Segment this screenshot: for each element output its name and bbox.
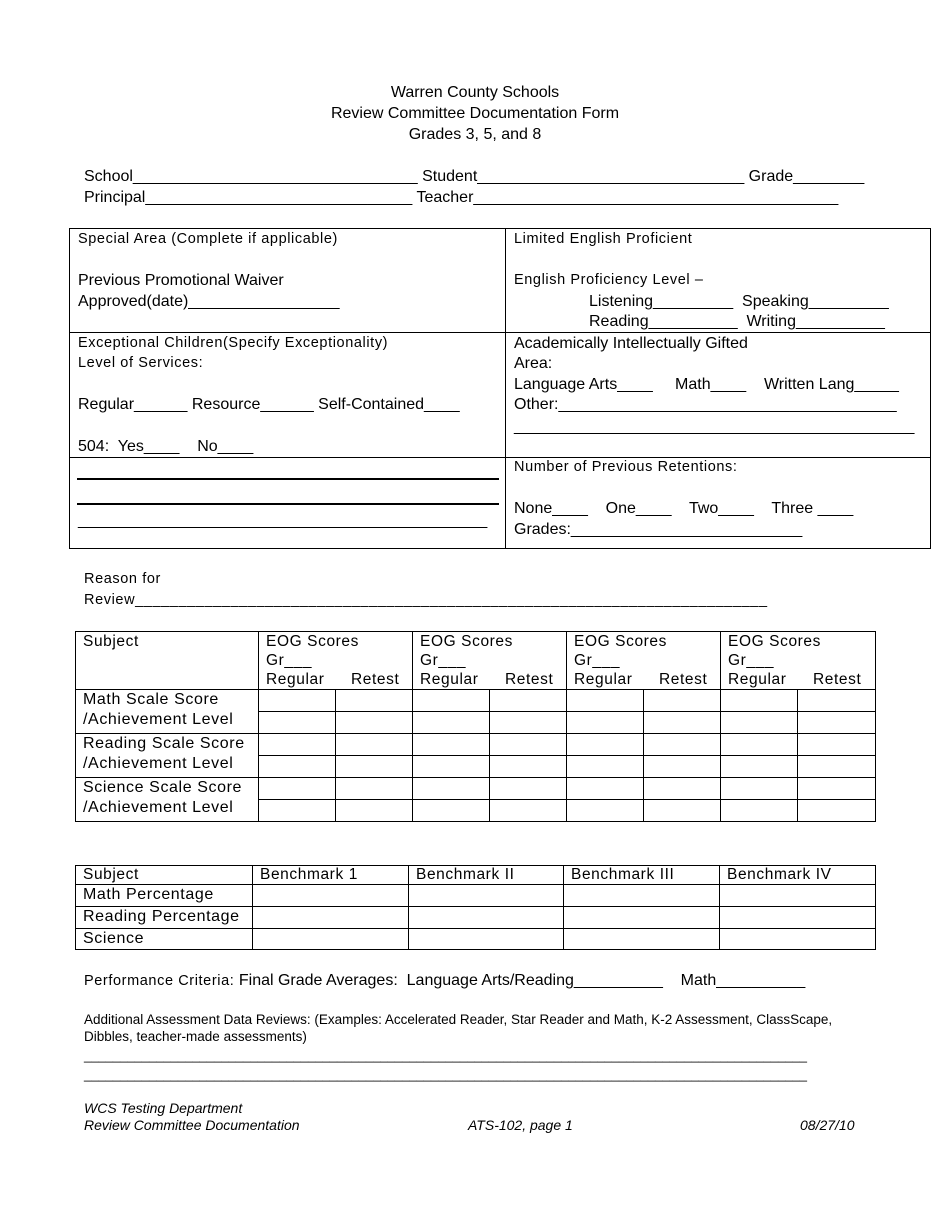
score-cell[interactable] xyxy=(490,800,567,822)
eog-col-title: EOG Scores xyxy=(574,633,667,650)
table-row xyxy=(76,690,876,712)
principal-teacher-line[interactable]: Principal______________________________ Teacher_________________________________________ xyxy=(84,189,839,206)
blank-line-1[interactable] xyxy=(77,478,499,480)
eog-col-grade-field[interactable]: Gr___ xyxy=(574,652,621,669)
english-proficiency-level-label: English Proficiency Level – xyxy=(514,272,704,288)
score-cell[interactable] xyxy=(259,800,336,822)
exceptional-children-title: Exceptional Children(Specify Exceptionality) xyxy=(78,335,389,351)
row-label: /Achievement Level xyxy=(83,755,234,772)
score-cell[interactable] xyxy=(336,756,413,778)
retentions-options-fields[interactable]: None____ One____ Two____ Three ____ xyxy=(514,500,854,517)
aig-title: Academically Intellectually Gifted xyxy=(514,335,748,352)
score-cell[interactable] xyxy=(490,712,567,734)
footer-department: WCS Testing Department xyxy=(84,1100,243,1116)
benchmark-2-header: Benchmark II xyxy=(409,866,564,885)
benchmark-cell[interactable] xyxy=(253,885,409,907)
benchmark-cell[interactable] xyxy=(720,929,876,950)
benchmark-cell[interactable] xyxy=(253,929,409,950)
eog-subheaders xyxy=(266,670,412,689)
reading-percentage-label: Reading Percentage xyxy=(76,907,253,929)
row-label: /Achievement Level xyxy=(83,711,234,728)
benchmark-table xyxy=(75,865,876,950)
reading-subject-cell xyxy=(76,734,259,778)
score-cell[interactable] xyxy=(413,712,490,734)
aig-area-label: Area: xyxy=(514,355,553,372)
score-cell[interactable] xyxy=(721,778,798,800)
score-cell[interactable] xyxy=(259,712,336,734)
eog-col-header xyxy=(413,632,567,690)
score-cell[interactable] xyxy=(336,778,413,800)
table-row xyxy=(76,929,876,950)
score-cell[interactable] xyxy=(413,778,490,800)
score-cell[interactable] xyxy=(567,690,644,712)
listening-speaking-fields[interactable]: Listening_________ Speaking_________ xyxy=(589,293,889,310)
score-cell[interactable] xyxy=(336,734,413,756)
retention-grades-field[interactable]: Grades:__________________________ xyxy=(514,521,803,538)
benchmark-cell[interactable] xyxy=(720,907,876,929)
score-cell[interactable] xyxy=(259,756,336,778)
aig-other-field-line2[interactable]: _____________________________________________ xyxy=(514,418,915,435)
score-cell[interactable] xyxy=(798,712,876,734)
benchmark-cell[interactable] xyxy=(720,885,876,907)
benchmark-4-header: Benchmark IV xyxy=(720,866,876,885)
score-cell[interactable] xyxy=(567,734,644,756)
benchmark-subject-header: Subject xyxy=(76,866,253,885)
benchmark-1-header: Benchmark 1 xyxy=(253,866,409,885)
regular-label: Regular xyxy=(266,671,325,688)
score-cell[interactable] xyxy=(567,800,644,822)
row-label: Reading Scale Score xyxy=(83,735,245,752)
retest-label: Retest xyxy=(505,671,554,688)
table-row xyxy=(76,734,876,756)
science-subject-cell xyxy=(76,778,259,822)
blank-line-3[interactable]: ______________________________________________ xyxy=(78,512,488,529)
section-504-fields[interactable]: 504: Yes____ No____ xyxy=(78,438,254,455)
score-cell[interactable] xyxy=(798,778,876,800)
score-cell[interactable] xyxy=(567,712,644,734)
score-cell[interactable] xyxy=(490,734,567,756)
eog-col-grade-field[interactable]: Gr___ xyxy=(728,652,775,669)
score-cell[interactable] xyxy=(721,800,798,822)
footer-date: 08/27/10 xyxy=(800,1117,855,1133)
table-row xyxy=(76,907,876,929)
benchmark-cell[interactable] xyxy=(409,885,564,907)
eog-header-row xyxy=(76,632,876,690)
footer-page-number: ATS-102, page 1 xyxy=(468,1117,573,1133)
table-row xyxy=(76,885,876,907)
grades-subtitle: Grades 3, 5, and 8 xyxy=(408,126,542,143)
eog-subheaders xyxy=(420,670,566,689)
score-cell[interactable] xyxy=(721,712,798,734)
math-percentage-label: Math Percentage xyxy=(76,885,253,907)
benchmark-cell[interactable] xyxy=(564,885,720,907)
footer-document-name: Review Committee Documentation xyxy=(84,1117,300,1133)
benchmark-cell[interactable] xyxy=(564,929,720,950)
score-cell[interactable] xyxy=(644,690,721,712)
eog-scores-table xyxy=(75,631,876,822)
score-cell[interactable] xyxy=(721,756,798,778)
blank-line-2[interactable] xyxy=(77,503,499,505)
score-cell[interactable] xyxy=(567,778,644,800)
additional-assessment-text: Additional Assessment Data Reviews: (Examples: Accelerated Reader, Star Reader and Math, K-2 Assessment, ClassScape, xyxy=(84,1012,833,1027)
special-area-title: Special Area (Complete if applicable) xyxy=(78,231,338,247)
additional-assessment-text-2: Dibbles, teacher-made assessments) xyxy=(84,1029,307,1044)
services-options-fields[interactable]: Regular______ Resource______ Self-Contained____ xyxy=(78,396,460,413)
promotional-waiver-label: Previous Promotional Waiver xyxy=(78,272,284,289)
score-cell[interactable] xyxy=(721,690,798,712)
benchmark-cell[interactable] xyxy=(253,907,409,929)
reason-label: Reason for xyxy=(84,571,161,587)
score-cell[interactable] xyxy=(413,756,490,778)
eog-col-title: EOG Scores xyxy=(728,633,821,650)
eog-col-header xyxy=(567,632,721,690)
form-title: Review Committee Documentation Form xyxy=(330,105,620,122)
regular-label: Regular xyxy=(420,671,479,688)
science-label: Science xyxy=(76,929,253,950)
performance-criteria-line xyxy=(84,970,805,992)
benchmark-cell[interactable] xyxy=(409,907,564,929)
score-cell[interactable] xyxy=(798,756,876,778)
retest-label: Retest xyxy=(813,671,862,688)
eog-subheaders xyxy=(574,670,720,689)
score-cell[interactable] xyxy=(490,690,567,712)
score-cell[interactable] xyxy=(644,756,721,778)
score-cell[interactable] xyxy=(644,778,721,800)
table-row xyxy=(76,778,876,800)
benchmark-cell[interactable] xyxy=(409,929,564,950)
score-cell[interactable] xyxy=(798,690,876,712)
aig-other-field[interactable]: Other:______________________________________ xyxy=(514,396,897,413)
aig-subject-fields[interactable]: Language Arts____ Math____ Written Lang_____ xyxy=(514,376,899,393)
final-grade-average-fields[interactable]: Final Grade Averages: Language Arts/Reading__________ Math__________ xyxy=(238,972,806,989)
score-cell[interactable] xyxy=(721,734,798,756)
score-cell[interactable] xyxy=(259,690,336,712)
performance-criteria-label: Performance Criteria: xyxy=(84,973,235,989)
benchmark-3-header: Benchmark III xyxy=(564,866,720,885)
score-cell[interactable] xyxy=(413,690,490,712)
math-subject-cell xyxy=(76,690,259,734)
score-cell[interactable] xyxy=(336,690,413,712)
benchmark-cell[interactable] xyxy=(564,907,720,929)
score-cell[interactable] xyxy=(336,800,413,822)
score-cell[interactable] xyxy=(644,734,721,756)
eog-col-header xyxy=(721,632,876,690)
score-cell[interactable] xyxy=(567,756,644,778)
score-cell[interactable] xyxy=(798,734,876,756)
eog-col-title: EOG Scores xyxy=(266,633,359,650)
regular-label: Regular xyxy=(728,671,787,688)
score-cell[interactable] xyxy=(644,800,721,822)
level-of-services-label: Level of Services: xyxy=(78,355,204,371)
info-box-divider xyxy=(505,228,506,549)
benchmark-header-row xyxy=(76,866,876,885)
score-cell[interactable] xyxy=(413,800,490,822)
regular-label: Regular xyxy=(574,671,633,688)
approved-date-field[interactable]: Approved(date)_________________ xyxy=(78,293,340,310)
retest-label: Retest xyxy=(351,671,400,688)
reason-for-review-field[interactable]: Review_________________________________________________________________________ xyxy=(84,592,768,608)
school-district-title: Warren County Schools xyxy=(390,84,560,101)
score-cell[interactable] xyxy=(413,734,490,756)
score-cell[interactable] xyxy=(259,734,336,756)
retentions-title: Number of Previous Retentions: xyxy=(514,459,738,475)
school-student-grade-line[interactable]: School________________________________ Student______________________________ Grade________ xyxy=(84,168,865,185)
score-cell[interactable] xyxy=(644,712,721,734)
score-cell[interactable] xyxy=(798,800,876,822)
retest-label: Retest xyxy=(659,671,708,688)
score-cell[interactable] xyxy=(490,778,567,800)
eog-subheaders xyxy=(728,670,875,689)
eog-col-header xyxy=(259,632,413,690)
additional-blank-line-1[interactable]: ____________________________________________________________________________________________________ xyxy=(84,1048,807,1063)
score-cell[interactable] xyxy=(490,756,567,778)
eog-col-grade-field[interactable]: Gr___ xyxy=(266,652,313,669)
eog-subject-header: Subject xyxy=(76,632,259,690)
eog-col-title: EOG Scores xyxy=(420,633,513,650)
score-cell[interactable] xyxy=(336,712,413,734)
additional-blank-line-2[interactable]: ____________________________________________________________________________________________________ xyxy=(84,1067,807,1082)
lep-title: Limited English Proficient xyxy=(514,231,693,247)
score-cell[interactable] xyxy=(259,778,336,800)
reading-writing-fields[interactable]: Reading__________ Writing__________ xyxy=(589,313,885,330)
info-box-row-divider-2 xyxy=(69,457,931,458)
row-label: Science Scale Score xyxy=(83,779,243,796)
row-label: /Achievement Level xyxy=(83,799,234,816)
row-label: Math Scale Score xyxy=(83,691,219,708)
eog-col-grade-field[interactable]: Gr___ xyxy=(420,652,467,669)
